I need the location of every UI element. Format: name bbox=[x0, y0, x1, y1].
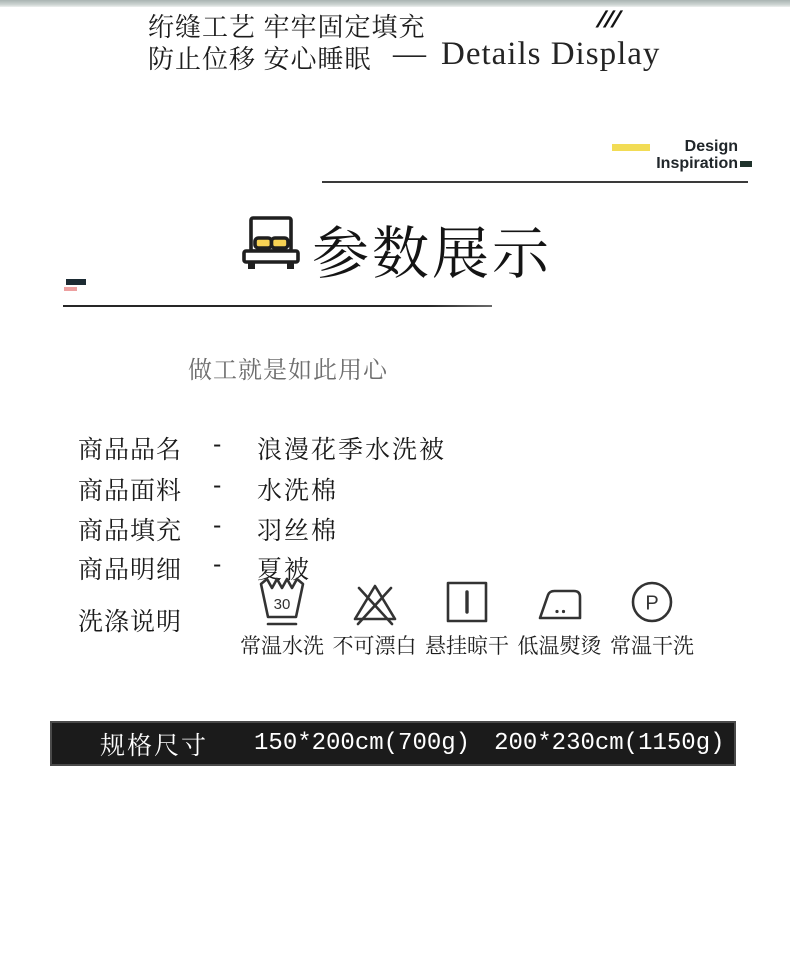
svg-text:P: P bbox=[645, 592, 659, 615]
design-word: Design bbox=[684, 138, 738, 155]
triple-slash-icon: /// bbox=[595, 6, 624, 32]
param-row bbox=[0, 430, 790, 464]
header-slogan-line1: 绗缝工艺 牢牢固定填充 bbox=[148, 13, 426, 42]
param-row bbox=[0, 471, 790, 505]
spec-size-2: 200*230cm(1150g) bbox=[494, 730, 725, 757]
yellow-accent-bar bbox=[612, 144, 650, 151]
wash-icon-caption: 常温水洗 bbox=[240, 634, 324, 658]
param-separator: - bbox=[213, 550, 222, 578]
wash-instructions-label: 洗涤说明 bbox=[78, 609, 183, 636]
param-value: 水洗棉 bbox=[257, 478, 339, 505]
dark-accent-bar bbox=[740, 161, 752, 167]
wash-icons-row bbox=[237, 576, 697, 660]
param-row bbox=[0, 511, 790, 545]
wash-30-icon bbox=[258, 576, 306, 628]
wash-item-dry-clean bbox=[607, 576, 697, 660]
iron-low-icon bbox=[536, 576, 584, 628]
inspiration-word: Inspiration bbox=[656, 155, 738, 172]
wash-item-iron-low bbox=[515, 576, 605, 660]
design-inspiration-block bbox=[560, 138, 750, 172]
param-label: 商品填充 bbox=[78, 518, 183, 545]
param-separator: - bbox=[213, 511, 222, 539]
dry-clean-p-icon bbox=[628, 576, 676, 628]
wash-item-normal-wash bbox=[237, 576, 327, 660]
wash-icon-caption: 不可漂白 bbox=[332, 634, 417, 658]
header-slogan-line2: 防止位移 安心睡眠 bbox=[148, 45, 372, 74]
wash-icon-caption: 低温熨烫 bbox=[517, 634, 602, 658]
design-word-row bbox=[560, 138, 750, 155]
param-label: 商品品名 bbox=[78, 437, 183, 464]
craft-subtitle: 做工就是如此用心 bbox=[188, 358, 388, 384]
horizontal-rule-top bbox=[322, 181, 748, 183]
em-dash: — bbox=[393, 36, 427, 72]
param-value: 夏被 bbox=[257, 557, 312, 584]
param-value: 浪漫花季水洗被 bbox=[257, 437, 447, 464]
no-bleach-icon bbox=[351, 576, 399, 628]
inspiration-word-row bbox=[560, 155, 750, 172]
previous-image-edge bbox=[0, 0, 790, 7]
section-title: 参数展示 bbox=[312, 223, 552, 286]
horizontal-rule-title bbox=[63, 305, 492, 307]
param-label: 商品面料 bbox=[78, 478, 183, 505]
wash-item-no-bleach bbox=[330, 576, 420, 660]
spec-size-1: 150*200cm(700g) bbox=[254, 730, 471, 757]
hang-dry-icon bbox=[443, 576, 491, 628]
deco-dark-bar bbox=[66, 279, 86, 285]
wash-icon-caption: 常温干洗 bbox=[610, 634, 694, 658]
details-display-title bbox=[393, 36, 660, 73]
wash-icon-caption: 悬挂晾干 bbox=[425, 634, 509, 658]
param-label: 商品明细 bbox=[78, 557, 183, 584]
wash-item-hang-dry bbox=[422, 576, 512, 660]
header-slogan bbox=[148, 12, 426, 76]
svg-text:30: 30 bbox=[273, 596, 291, 613]
deco-pink-bar bbox=[64, 287, 77, 291]
param-value: 羽丝棉 bbox=[257, 518, 339, 545]
bed-icon bbox=[239, 215, 303, 273]
param-separator: - bbox=[213, 471, 222, 499]
spec-label: 规格尺寸 bbox=[100, 732, 209, 760]
param-separator: - bbox=[213, 430, 222, 458]
spec-size-bar bbox=[50, 721, 736, 766]
details-display-text: Details Display bbox=[441, 36, 661, 72]
